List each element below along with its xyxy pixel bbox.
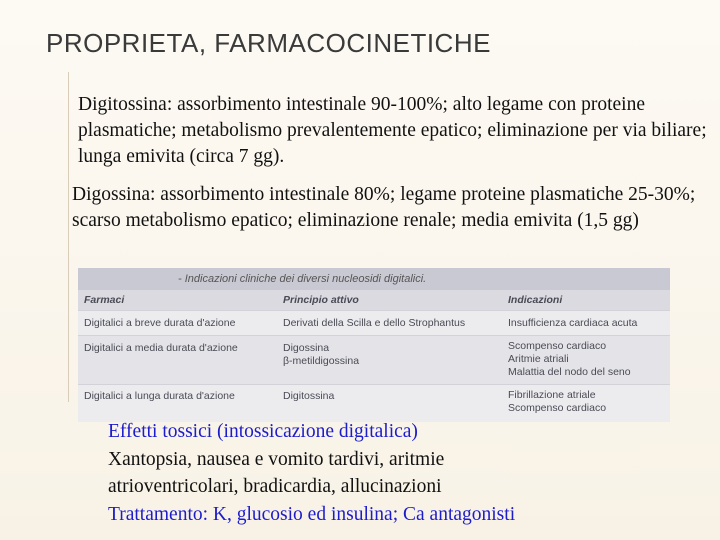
- slide-title: PROPRIETA, FARMACOCINETICHE: [46, 28, 491, 58]
- table-row: [78, 384, 670, 422]
- digitossina-paragraph: Digitossina: assorbimento intestinale 90-100%; alto legame con proteine plasmatiche; metabolismo prevalentemente epatico; eliminazione per via biliare; lunga emivita (circa 7 gg).: [78, 94, 707, 167]
- digossina-paragraph: Digossina: assorbimento intestinale 80%; legame proteine plasmatiche 25-30%; scarso metabolismo epatico; eliminazione renale; media emivita (1,5 gg): [72, 184, 696, 231]
- digitalis-indications-table: [78, 268, 670, 422]
- table-body: [78, 310, 670, 422]
- header-principio-attivo: Principio attivo: [283, 294, 359, 306]
- cell-principio: Digitossina: [283, 390, 335, 402]
- cell-indicazione: Insufficienza cardiaca acuta: [508, 317, 638, 329]
- cell-indicazione: Scompenso cardiaco: [508, 402, 607, 414]
- cell-indicazione: Scompenso cardiaco: [508, 340, 607, 352]
- table-row: [78, 335, 670, 384]
- header-farmaci: Farmaci: [84, 294, 125, 306]
- cell-farmaci: Digitalici a lunga durata d'azione: [84, 390, 235, 402]
- cell-indicazione: Malattia del nodo del seno: [508, 366, 631, 378]
- toxicity-box: [108, 418, 708, 528]
- left-divider-line: [68, 72, 69, 402]
- toxicity-symptoms-line-1: Xantopsia, nausea e vomito tardivi, aritmie: [108, 448, 445, 470]
- treatment-line: Trattamento: K, glucosio ed insulina; Ca antagonisti: [108, 503, 516, 525]
- cell-indicazione: Aritmie atriali: [508, 353, 569, 365]
- cell-farmaci: Digitalici a breve durata d'azione: [84, 317, 236, 329]
- toxicity-symptoms-line-2: atrioventricolari, bradicardia, allucinazioni: [108, 476, 442, 497]
- toxicity-heading: Effetti tossici (intossicazione digitalica): [108, 421, 418, 442]
- cell-principio: Digossina β-metildigossina: [283, 342, 360, 367]
- cell-principio: Derivati della Scilla e dello Strophantus: [283, 317, 466, 329]
- header-indicazioni: Indicazioni: [508, 294, 563, 306]
- cell-farmaci: Digitalici a media durata d'azione: [84, 342, 238, 354]
- table-header-row: [78, 290, 670, 310]
- cell-indicazione: Fibrillazione atriale: [508, 389, 596, 401]
- table-row: [78, 310, 670, 335]
- table-caption: - Indicazioni cliniche dei diversi nucleosidi digitalici.: [78, 268, 670, 290]
